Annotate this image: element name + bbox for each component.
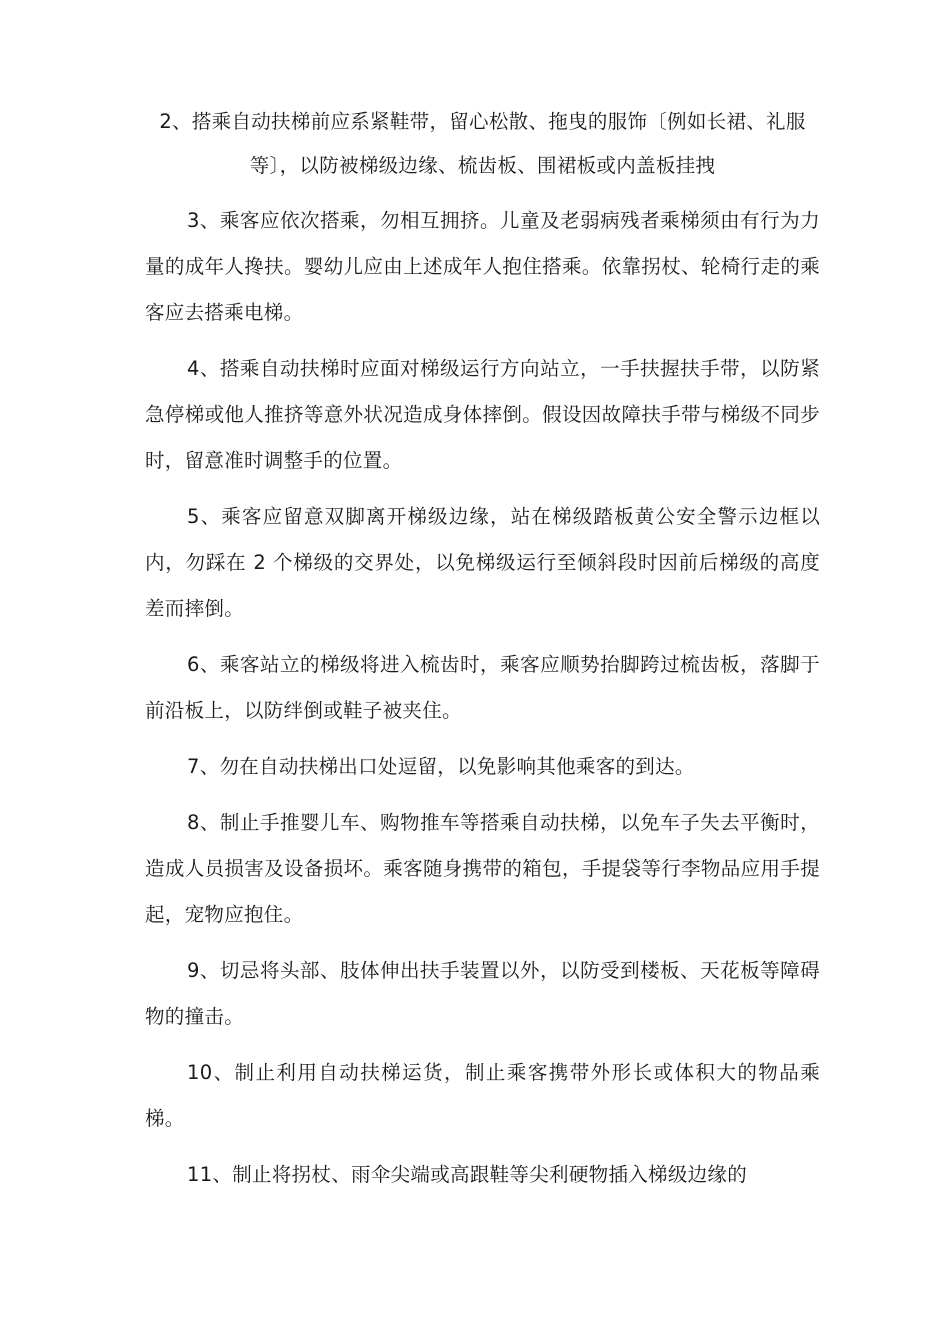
paragraph-item-7: 7、勿在自动扶梯出口处逗留，以免影响其他乘客的到达。 <box>187 755 695 778</box>
paragraph-item-2: 2、搭乘自动扶梯前应系紧鞋带，留心松散、拖曳的服饰〔例如长裙、礼服等〕，以防被梯级边缘、梳齿板、围裙板或内盖板挂拽 <box>159 110 806 177</box>
paragraph-item-5: 5、乘客应留意双脚离开梯级边缘，站在梯级踏板黄公安全警示边框以内，勿踩在 2 个梯级的交界处，以免梯级运行至倾斜段时因前后梯级的高度差而摔倒。 <box>145 505 820 620</box>
paragraph-item-4: 4、搭乘自动扶梯时应面对梯级运行方向站立，一手扶握扶手带，以防紧急停梯或他人推挤等意外状况造成身体摔倒。假设因故障扶手带与梯级不同步时，留意准时调整手的位置。 <box>145 357 820 472</box>
paragraph-item-9: 9、切忌将头部、肢体伸出扶手装置以外，以防受到楼板、天花板等障碍物的撞击。 <box>145 959 820 1028</box>
paragraph-item-10: 10、制止利用自动扶梯运货，制止乘客携带外形长或体积大的物品乘梯。 <box>145 1061 820 1130</box>
paragraph-item-8: 8、制止手推婴儿车、购物推车等搭乘自动扶梯，以免车子失去平衡时，造成人员损害及设备损坏。乘客随身携带的箱包，手提袋等行李物品应用手提起，宠物应抱住。 <box>145 811 820 926</box>
document-body <box>145 100 820 1208</box>
paragraph-item-11: 11、制止将拐杖、雨伞尖端或高跟鞋等尖利硬物插入梯级边缘的 <box>187 1163 748 1186</box>
paragraph-item-6: 6、乘客站立的梯级将进入梳齿时，乘客应顺势抬脚跨过梳齿板，落脚于前沿板上，以防绊倒或鞋子被夹住。 <box>145 653 820 722</box>
paragraph-item-3: 3、乘客应依次搭乘，勿相互拥挤。儿童及老弱病残者乘梯须由有行为力量的成年人搀扶。婴幼儿应由上述成年人抱住搭乘。依靠拐杖、轮椅行走的乘客应去搭乘电梯。 <box>145 209 820 324</box>
